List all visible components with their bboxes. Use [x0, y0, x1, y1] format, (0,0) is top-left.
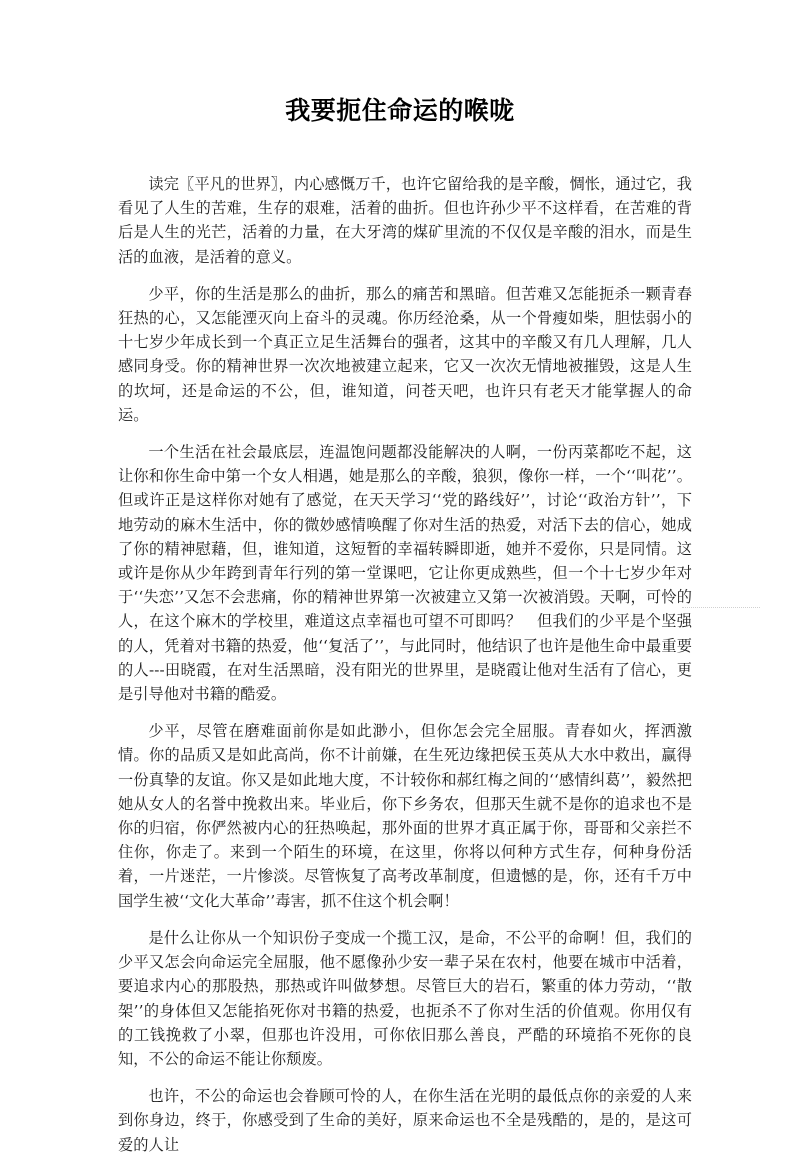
- paragraph: 是什么让你从一个知识份子变成一个揽工汉，是命，不公平的命啊！但，我们的少平又怎会向命运完全屈服，他不愿像孙少安一辈子呆在农村，他要在城市中活着，要追求内心的那股热，那热或许叫做梦想。尽管巨大的岩石，繁重的体力劳动，‘‘散架’’的身体但又怎能掐死你对书籍的热爱，也扼杀不了你对生活的价值观。你用仅有的工钱挽救了小翠，但那也许没用，可你依旧那么善良，严酷的环境掐不死你的良知，不公的命运不能让你颓废。: [118, 928, 692, 1068]
- paragraph: 一个生活在社会最底层，连温饱问题都没能解决的人啊，一份丙菜都吃不起，这让你和你生命中第一个女人相遇，她是那么的辛酸，狼狈，像你一样，一个‘‘叫花’’。但或许正是这样你对她有了感觉，在天天学习‘‘党的路线好’’，讨论‘‘政治方针’’，下地劳动的麻木生活中，你的微妙感情唤醒了你对生活的热爱，对活下去的信心，她成了你的精神慰藉，但，谁知道，这短暂的幸福转瞬即逝，她并不爱你，只是同情。这或许是你从少年跨到青年行列的第一堂课吧，它让你更成熟些，但一个十七岁少年对于‘‘失恋’’又怎不会悲痛，你的精神世界第一次被建立又第一次被消毁。天啊，可怜的人，在这个麻木的学校里，难道这点幸福也可望不可即吗？ 但我们的少平是个坚强的人，凭着对书籍的热爱，他‘‘复活了’’，与此同时，他结识了也许是他生命中最重要的人---田晓霞，在对生活黑暗，没有阳光的世界里，是晓霞让他对生活有了信心，更是引导他对书籍的酷爱。: [118, 443, 692, 704]
- paragraph: 也许，不公的命运也会眷顾可怜的人，在你生活在光明的最低点你的亲爱的人来到你身边，终于，你感受到了生命的美好，原来命运也不全是残酷的，是的，是这可爱的人让: [118, 1087, 692, 1154]
- paragraph: 少平，你的生活是那么的曲折，那么的痛苦和黑暗。但苦难又怎能扼杀一颗青春狂热的心，又怎能湮灭向上奋斗的灵魂。你历经沧桑，从一个骨瘦如柴，胆怯弱小的十七岁少年成长到一个真正立足生活舞台的强者，这其中的辛酸又有几人理解，几人感同身受。你的精神世界一次次地被建立起来，它又一次次无情地被摧毁，这是人生的坎坷，还是命运的不公，但，谁知道，问苍天吧，也许只有老天才能掌握人的命运。: [118, 284, 692, 424]
- scan-artifact-dotted-line: [682, 607, 760, 609]
- page-title: 我要扼住命运的喉咙: [285, 96, 515, 125]
- document-body: [118, 172, 692, 1157]
- paragraph: 读完〖平凡的世界〗，内心感慨万千，也许它留给我的是辛酸，惆怅，通过它，我看见了人生的苦难，生存的艰难，活着的曲折。但也许孙少平不这样看，在苦难的背后是人生的光芒，活着的力量，在大牙湾的煤矿里流的不仅仅是辛酸的泪水，而是生活的血液，是活着的意义。: [118, 175, 692, 266]
- paragraph: 少平，尽管在磨难面前你是如此渺小，但你怎会完全屈服。青春如火，挥洒激情。你的品质又是如此高尚，你不计前嫌，在生死边缘把侯玉英从大水中救出，赢得一份真挚的友谊。你又是如此地大度，不计较你和郝红梅之间的‘‘感情纠葛’’，毅然把她从女人的名誉中挽救出来。毕业后，你下乡务农，但那天生就不是你的追求也不是你的归宿，你俨然被内心的狂热唤起，那外面的世界才真正属于你，哥哥和父亲拦不住你，你走了。来到一个陌生的环境，在这里，你将以何种方式生存，何种身份活着，一片迷茫，一片惨淡。尽管恢复了高考改革制度，但遗憾的是，你，还有千万中国学生被‘‘文化大革命’’毒害，抓不住这个机会啊！: [118, 722, 692, 910]
